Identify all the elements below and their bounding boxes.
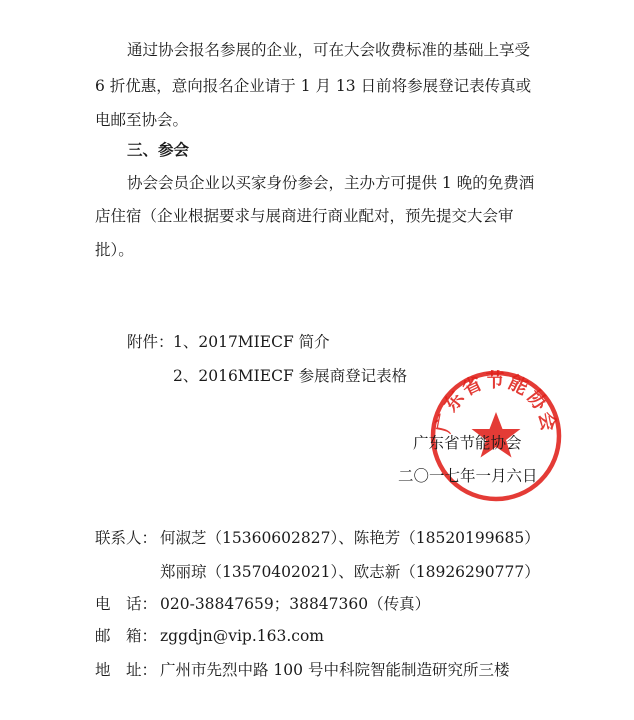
contact-label: 联系人：: [95, 529, 158, 547]
email-link[interactable]: zggdjn@vip.163.com: [160, 627, 325, 645]
section3-line1: 协会会员企业以买家身份参会，主办方可提供 1 晚的免费酒: [127, 174, 535, 192]
address-value: 广州市先烈中路 100 号中科院智能制造研究所三楼: [160, 661, 510, 679]
section2-line3: 电邮至协会。: [95, 111, 189, 129]
contact-person-2: 郑丽琼（13570402021）、欧志新（18926290777）: [160, 563, 540, 581]
signature-date: 二〇一七年一月六日: [398, 467, 538, 485]
phone-value: 020-38847659；38847360（传真）: [160, 595, 431, 613]
section3-line2: 店住宿（企业根据要求与展商进行商业配对，预先提交大会审: [95, 207, 514, 225]
section3-line3: 批）。: [95, 241, 134, 259]
section3-heading: 三、参会: [127, 140, 190, 159]
contact-person-1: 何淑芝（15360602827）、陈艳芳（18520199685）: [160, 529, 540, 547]
attachments-label: 附件：: [127, 333, 174, 351]
email-label: 邮 箱：: [95, 627, 158, 645]
signature-org: 广东省节能协会: [413, 434, 522, 452]
address-label: 地 址：: [95, 661, 158, 679]
section2-line2: 6 折优惠，意向报名企业请于 1 月 13 日前将参展登记表传真或: [95, 77, 532, 95]
phone-label: 电 话：: [95, 595, 158, 613]
attachment-item-1: 1、2017MIECF 简介: [173, 333, 330, 351]
section2-line1: 通过协会报名参展的企业，可在大会收费标准的基础上享受: [127, 41, 531, 59]
attachment-item-2: 2、2016MIECF 参展商登记表格: [173, 367, 408, 385]
seal-text: 广东省节能协会: [432, 369, 560, 435]
